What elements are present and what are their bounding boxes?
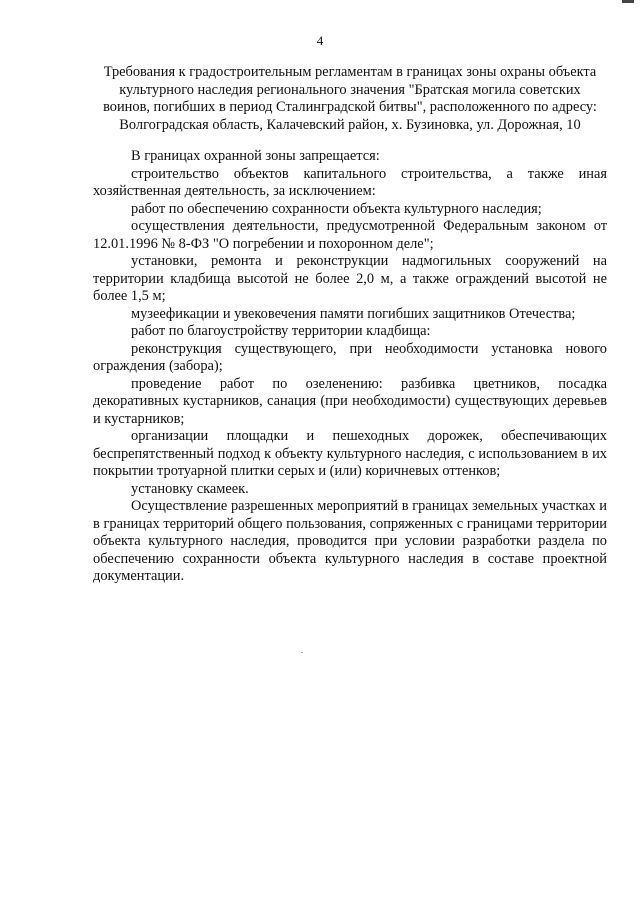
title-line: культурного наследия регионального значения "Братская могила советских [119,81,581,98]
body-paragraph: работ по обеспечению сохранности объекта культурного наследия; [131,200,542,217]
body-paragraph: В границах охранной зоны запрещается: [131,148,380,164]
body-paragraph: Осуществление разрешенных мероприятий в границах земельных участках и в границах территорий общего пользования, сопряженных с границами территории объекта культурного наследия, проводится при условии разработки раздела по обеспечению сохранности объекта культурного наследия в составе проектной документации. [93,498,607,584]
body-paragraph: организации площадки и пешеходных дорожек, обеспечивающих беспрепятственный подход к объекту культурного наследия, с использованием в их покрытии тротуарной плитки серых и (или) коричневых оттенков; [93,428,607,479]
title-line: Требования к градостроительным регламентам в границах зоны охраны объекта [103,64,597,80]
body-paragraph: установки, ремонта и реконструкции надмогильных сооружений на территории кладбища высотой не более 2,0 м, а также ограждений высотой не более 1,5 м; [93,253,607,304]
body-paragraph: проведение работ по озеленению: разбивка цветников, посадка декоративных кустарников, санация (при необходимости) существующих деревьев и кустарников; [93,375,607,427]
body-paragraph: работ по благоустройству территории кладбища: [131,323,431,339]
scan-corner-mark [622,0,634,3]
body-paragraph: строительство объектов капитального строительства, а также иная хозяйственная деятельность, за исключением: [93,165,607,199]
body-paragraph: музеефикации и увековечения памяти погибших защитников Отечества; [131,305,576,322]
title-line: Волгоградская область, Калачевский район, х. Бузиновка, ул. Дорожная, 10 [119,116,581,133]
body-paragraph: осуществления деятельности, предусмотренной Федеральным законом от 12.01.1996 № 8-ФЗ "О погребении и похоронном деле"; [93,218,607,252]
body-paragraph: установку скамеек. [131,480,249,497]
document-body [93,148,607,586]
document-title [93,64,607,134]
title-line: воинов, погибших в период Сталинградской битвы", расположенного по адресу: [103,99,597,115]
page-number: 4 [316,33,324,48]
body-paragraph: реконструкция существующего, при необходимости установка нового ограждения (забора); [93,340,607,374]
scan-speck [301,652,303,653]
